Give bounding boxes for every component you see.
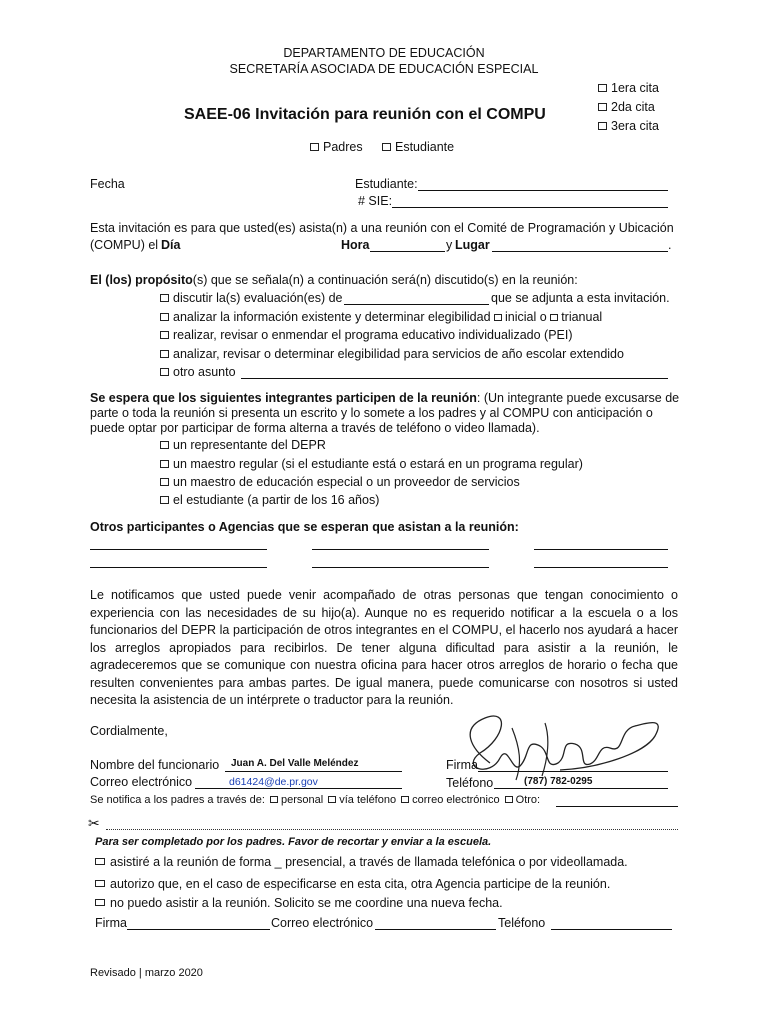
notify-option: personal [280,794,324,806]
firma-field[interactable] [478,771,668,772]
notice-line-1: Le notificamos que usted puede venir acompañado de otras personas que tengan conocimiento o [90,588,678,602]
purpose-heading [90,273,578,287]
member-label: el estudiante (a partir de los 16 años) [173,493,380,507]
notice-line-3: funcionarios del DEPR la participación de otros integrantes en el COMPU, el hacerlo nos ayudará a hacer [90,623,678,637]
parent-option-label: no puedo asistir a la reunión. Solicito se me coordine una nueva fecha. [110,896,503,910]
member-option-depr[interactable] [160,438,326,452]
members-text-2: parte o toda la reunión si presenta un escrito y lo somete a los padres y al COMPU con anticipación o [90,406,653,420]
department-heading: DEPARTAMENTO DE EDUCACIÓN [283,46,485,60]
estudiante-label: Estudiante: [355,177,418,191]
checkbox[interactable] [95,899,105,906]
sie-field[interactable] [392,207,668,208]
notice-line-2: experiencia con las necesidades de su hijo(a). Aunque no es requerido notificar a la escuela o a los [90,605,678,620]
purpose-option-extended-year[interactable] [160,347,624,361]
inicial-label: inicial o [505,310,547,324]
evaluation-field[interactable] [344,304,489,305]
correo-field[interactable] [195,788,402,789]
notify-option: correo electrónico [412,794,500,806]
notify-option: vía teléfono [339,794,397,806]
member-label: un maestro de educación especial o un proveedor de servicios [173,475,520,489]
purpose-option-other[interactable] [160,365,236,379]
notice-line-5: agradeceremos que se comunique con nuestra oficina para hacer otros arreglos de horario o fecha que [90,658,678,672]
parent-firma-label: Firma [95,916,127,930]
parent-option-authorize[interactable] [95,877,610,891]
estudiante-field[interactable] [418,190,668,191]
scissors-icon: ✂ [88,815,100,831]
cita-label: 3era cita [611,119,659,133]
correo-value[interactable]: d61424@de.pr.gov [229,776,318,788]
recipient-label: Padres [323,140,363,154]
notice-line-6: resulten convenientes para ambas partes. De igual manera, puede comunicarse con nosotros si usted [90,675,678,690]
purpose-item-text: analizar la información existente y determinar elegibilidad [173,310,491,324]
hora-field[interactable] [370,251,445,252]
checkbox-inicial[interactable] [494,314,502,321]
purpose-item-text: realizar, revisar o enmendar el programa educativo individualizado (PEI) [173,328,573,342]
telefono-field[interactable] [494,788,668,789]
recipient-label: Estudiante [395,140,455,154]
members-text-3: puede optar por participar de forma alterna a través de teléfono o video llamada). [90,421,540,435]
lugar-field[interactable] [492,251,668,252]
checkbox[interactable] [160,478,169,486]
checkbox[interactable] [160,331,169,339]
notice-line-4: los arreglos apropiados para recibirlos. De tener alguna dificultad para asistir a la reunión, le [90,640,678,655]
checkbox[interactable] [160,496,169,504]
funcionario-name: Juan A. Del Valle Meléndez [231,758,359,769]
cita-label: 2da cita [611,100,655,114]
notify-prefix: Se notifica a los padres a través de: [90,794,265,806]
checkbox[interactable] [160,313,169,321]
checkbox[interactable] [598,122,607,130]
parent-option-reschedule[interactable] [95,896,503,910]
lugar-period: . [668,238,672,252]
recipient-estudiante[interactable] [382,140,454,154]
checkbox-telefono[interactable] [328,796,336,803]
notice-line-7: necesita la asistencia de un intérprete o traductor para la reunión. [90,693,454,707]
parent-option-attend[interactable] [95,855,628,869]
cita-option-2[interactable] [598,100,655,114]
parent-telefono-label: Teléfono [498,916,546,930]
parent-correo-label: Correo electrónico [271,916,374,930]
sie-label: # SIE: [358,194,393,208]
purpose-option-pei[interactable] [160,328,573,342]
checkbox[interactable] [95,880,105,887]
checkbox-correo[interactable] [401,796,409,803]
parent-correo-field[interactable] [375,929,496,930]
participant-field-2[interactable] [312,549,489,550]
purpose-rest: (s) que se señala(n) a continuación será(n) discutido(s) en la reunión: [192,273,578,287]
purpose-option-eligibility[interactable] [160,310,602,324]
cita-option-3[interactable] [598,119,659,133]
participant-field-6[interactable] [534,567,668,568]
correo-label: Correo electrónico [90,775,193,789]
purpose-bold: El (los) propósito [90,273,193,287]
participant-field-1[interactable] [90,549,267,550]
member-option-special-teacher[interactable] [160,475,520,489]
other-matter-field[interactable] [241,378,668,379]
recipient-padres[interactable] [310,140,363,154]
funcionario-label: Nombre del funcionario [90,758,220,772]
notify-row [90,794,540,806]
cita-label: 1era cita [611,81,659,95]
parent-option-label: asistiré a la reunión de forma _ presencial, a través de llamada telefónica o por videollamada. [110,855,628,869]
member-option-student[interactable] [160,493,379,507]
checkbox[interactable] [95,858,105,865]
members-heading [90,391,679,405]
otro-field[interactable] [556,806,678,807]
checkbox[interactable] [310,143,319,151]
revision-footer: Revisado | marzo 2020 [90,967,203,979]
parent-option-label: autorizo que, en el caso de especificarse en esta cita, otra Agencia participe de la reunión. [110,877,611,891]
participant-field-5[interactable] [312,567,489,568]
checkbox[interactable] [598,103,607,111]
notify-option: Otro: [515,794,541,806]
purpose-item-text: analizar, revisar o determinar elegibilidad para servicios de año escolar extendido [173,347,624,361]
member-label: un maestro regular (si el estudiante está o estará en un programa regular) [173,457,583,471]
others-heading: Otros participantes o Agencias que se esperan que asistan a la reunión: [90,520,519,534]
checkbox[interactable] [160,350,169,358]
secretariat-heading: SECRETARÍA ASOCIADA DE EDUCACIÓN ESPECIAL [229,62,539,76]
member-option-regular-teacher[interactable] [160,457,583,471]
participant-field-3[interactable] [534,549,668,550]
members-bold: Se espera que los siguientes integrantes participen de la reunión [90,391,477,405]
purpose-item-text-tail: que se adjunta a esta invitación. [491,291,670,305]
parent-telefono-field[interactable] [551,929,672,930]
invitation-text: Esta invitación es para que usted(es) asista(n) a una reunión con el Comité de Programación y Ubicación [90,221,674,235]
checkbox[interactable] [382,143,391,151]
parent-instruction: Para ser completado por los padres. Favor de recortar y enviar a la escuela. [95,836,492,848]
form-title: SAEE-06 Invitación para reunión con el COMPU [184,106,546,123]
hora-label: Hora [341,238,370,252]
checkbox[interactable] [160,294,169,302]
checkbox[interactable] [598,84,607,92]
cordialmente: Cordialmente, [90,724,168,738]
funcionario-field[interactable] [225,771,402,772]
telefono-label: Teléfono [446,776,494,790]
invitation-compu: (COMPU) el [90,238,159,252]
members-rest: : (Un integrante puede excusarse de [476,391,680,405]
fecha-label: Fecha [90,177,125,191]
checkbox-personal[interactable] [270,796,278,803]
dia-label: Día [161,238,181,252]
checkbox-otro[interactable] [505,796,513,803]
checkbox[interactable] [160,441,169,449]
purpose-item-text: otro asunto [173,365,236,379]
firma-label: Firma [446,758,478,772]
cita-option-1[interactable] [598,81,659,95]
lugar-label: Lugar [455,238,490,252]
purpose-item-text: discutir la(s) evaluación(es) de [173,291,343,305]
checkbox[interactable] [160,368,169,376]
cut-line [106,829,678,830]
trianual-label: trianual [561,310,603,324]
parent-firma-field[interactable] [127,929,270,930]
checkbox-trianual[interactable] [550,314,558,321]
purpose-option-evaluation[interactable] [160,291,343,305]
y-label: y [446,238,453,252]
telefono-value: (787) 782-0295 [524,776,593,787]
member-label: un representante del DEPR [173,438,326,452]
checkbox[interactable] [160,460,169,468]
participant-field-4[interactable] [90,567,267,568]
